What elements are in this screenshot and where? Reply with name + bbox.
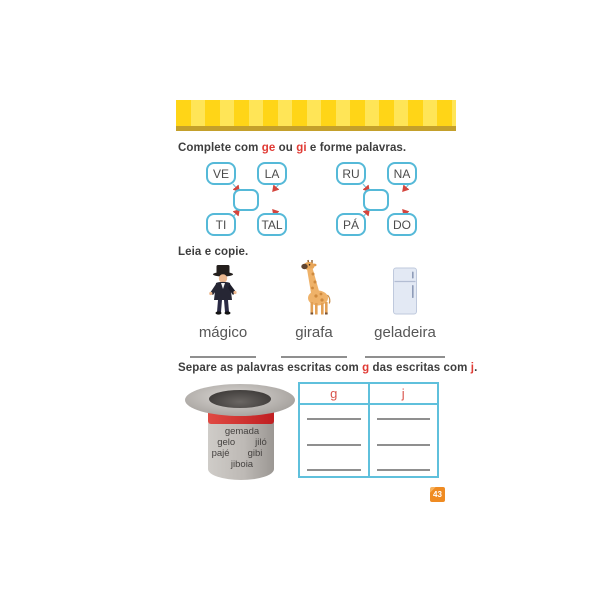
sorting-table	[298, 382, 439, 478]
highlight-ge: ge	[261, 142, 276, 154]
writing-line[interactable]	[377, 444, 431, 446]
writing-line[interactable]	[307, 418, 361, 420]
answer-cell-j[interactable]	[370, 405, 438, 476]
instruction-text: .	[474, 362, 478, 374]
copy-item-magico	[178, 258, 268, 358]
column-header-g: g	[300, 384, 370, 403]
syllable-box: LA	[257, 162, 287, 185]
activity3-instruction	[178, 362, 477, 374]
writing-line[interactable]	[377, 418, 431, 420]
activity2-instruction: Leia e copie.	[178, 246, 249, 258]
table-header-row	[300, 384, 437, 405]
read-and-copy-row	[178, 258, 450, 358]
hat-opening	[209, 390, 271, 408]
copy-item-geladeira	[360, 258, 450, 358]
highlight-g: g	[362, 362, 370, 374]
instruction-text: Separe as palavras escritas com	[178, 362, 363, 374]
hat-word: gelo	[217, 437, 236, 448]
word-label: geladeira	[374, 324, 436, 341]
magician-hat-icon	[183, 382, 301, 484]
answer-cell-g[interactable]	[300, 405, 370, 476]
copy-item-girafa	[268, 258, 360, 358]
word-label: mágico	[198, 324, 248, 341]
highlight-gi: gi	[296, 142, 307, 154]
column-header-j: j	[401, 386, 405, 401]
refrigerator-icon	[390, 258, 420, 316]
writing-line[interactable]	[365, 356, 445, 358]
page-number-badge: 43	[430, 487, 445, 502]
instruction-text: Complete com	[178, 142, 262, 154]
answer-box-empty[interactable]	[363, 189, 389, 211]
writing-line[interactable]	[281, 356, 347, 358]
writing-line[interactable]	[190, 356, 256, 358]
highlight-j: j	[470, 362, 475, 374]
syllable-box: TAL	[257, 213, 287, 236]
hat-word: pajé	[211, 448, 230, 459]
writing-line[interactable]	[377, 469, 431, 471]
writing-line[interactable]	[307, 469, 361, 471]
answer-box-empty[interactable]	[233, 189, 259, 211]
syllable-puzzle-2	[326, 162, 446, 240]
word-label: girafa	[295, 324, 333, 341]
hat-word: gemada	[224, 426, 260, 437]
syllable-box: VE	[206, 162, 236, 185]
magician-icon	[205, 258, 241, 316]
syllable-box: RU	[336, 162, 366, 185]
syllable-box: TI	[206, 213, 236, 236]
hat-word: jiló	[255, 437, 267, 448]
hat-word: jiboia	[230, 459, 254, 470]
table-body-row	[300, 405, 437, 476]
hat-word: gibi	[247, 448, 263, 459]
decorative-banner	[176, 100, 456, 131]
syllable-box: PÁ	[336, 213, 366, 236]
instruction-text: e forme palavras.	[306, 142, 407, 154]
writing-line[interactable]	[307, 444, 361, 446]
activity1-instruction	[178, 142, 406, 154]
giraffe-icon	[296, 258, 332, 316]
syllable-box: NA	[387, 162, 417, 185]
syllable-puzzle-1	[196, 162, 316, 240]
hat-word-list	[192, 426, 292, 470]
instruction-text: das escritas com	[369, 362, 471, 374]
instruction-text: ou	[275, 142, 297, 154]
syllable-box: DO	[387, 213, 417, 236]
